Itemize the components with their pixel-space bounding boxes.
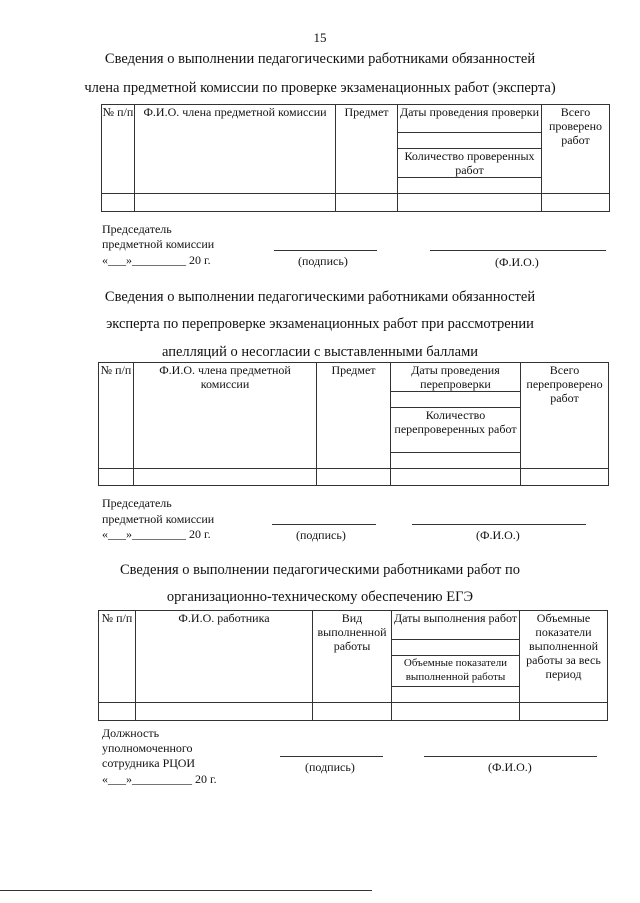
section3-signature-line (280, 756, 383, 757)
section3-sig-date: «___»__________ 20 г. (102, 772, 217, 786)
section2-sig-date: «___»_________ 20 г. (102, 527, 211, 541)
section3-sig-label2: уполномоченного (102, 741, 193, 755)
section2-data-cell (99, 469, 134, 486)
section1-data-cell (135, 194, 336, 212)
section3-data-cell (99, 703, 136, 721)
section2-title-line3: апелляций о несогласии с выставленными баллами (161, 344, 479, 360)
section3-col-name: Ф.И.О. работника (136, 611, 313, 703)
section1-sig-label2: предметной комиссии (102, 237, 215, 251)
section1-count-cells (398, 178, 542, 194)
footer-rule (0, 890, 372, 891)
section2-data-cell (134, 469, 317, 486)
section3-fio-line (424, 756, 597, 757)
section3-data-cell (313, 703, 392, 721)
section3-title-line1: Сведения о выполнении педагогическими работниками работ по (119, 562, 521, 578)
section2-table (98, 362, 609, 486)
section1-data-cells (398, 194, 542, 212)
section2-count-cells (391, 453, 521, 469)
section2-data-cells (391, 469, 521, 486)
section3-sig-label1: Должность (102, 726, 160, 740)
section2-col-dates: Даты проведения перепроверки (391, 363, 521, 392)
section1-sig-label1: Председатель (102, 222, 172, 236)
page-number: 15 (313, 30, 327, 45)
section1-data-cell (102, 194, 135, 212)
section3-data-cell (136, 703, 313, 721)
section1-fio-line (430, 250, 606, 251)
section2-col-count: Количество перепроверенных работ (391, 408, 521, 453)
section2-title-line1: Сведения о выполнении педагогическими работниками обязанностей (104, 289, 536, 305)
section2-col-no: № п/п (99, 363, 134, 469)
section1-data-cell (542, 194, 610, 212)
section3-data-cell (520, 703, 608, 721)
section1-fio-caption: (Ф.И.О.) (495, 255, 539, 269)
section1-col-count: Количество проверенных работ (398, 149, 542, 178)
section2-data-cell (521, 469, 609, 486)
section2-fio-line (412, 524, 586, 525)
section1-data-cell (336, 194, 398, 212)
section3-table (98, 610, 608, 721)
section3-col-dates: Даты выполнения работ (392, 611, 520, 640)
section2-signature-line (272, 524, 376, 525)
section2-sig-label1: Председатель (102, 496, 172, 510)
section3-col-no: № п/п (99, 611, 136, 703)
section2-col-subject: Предмет (317, 363, 391, 469)
section3-col-kind: Вид выполненной работы (313, 611, 392, 703)
section3-fio-caption: (Ф.И.О.) (488, 760, 532, 774)
section1-title-line1: Сведения о выполнении педагогическими работниками обязанностей (104, 51, 536, 67)
section2-signature-caption: (подпись) (296, 528, 346, 542)
section1-signature-line (274, 250, 377, 251)
section1-col-subject: Предмет (336, 105, 398, 194)
section3-col-total: Объемные показатели выполненной работы за весь период (520, 611, 608, 703)
section3-data-cells (392, 703, 520, 721)
section1-col-no: № п/п (102, 105, 135, 194)
section1-col-name: Ф.И.О. члена предметной комиссии (135, 105, 336, 194)
section3-volume-cells (392, 687, 520, 703)
section3-title-line2: организационно-техническому обеспечению ЕГЭ (166, 589, 474, 605)
section3-signature-caption: (подпись) (305, 760, 355, 774)
section1-sig-date: «___»_________ 20 г. (102, 253, 211, 267)
section2-col-total: Всего перепроверено работ (521, 363, 609, 469)
section2-title-line2: эксперта по перепроверке экзаменационных работ при рассмотрении (106, 316, 534, 332)
section3-dates-cells (392, 640, 520, 656)
section2-sig-label2: предметной комиссии (102, 512, 215, 526)
section2-data-cell (317, 469, 391, 486)
section1-col-total: Всего проверено работ (542, 105, 610, 194)
section2-col-name: Ф.И.О. члена предметной комиссии (134, 363, 317, 469)
section1-col-dates: Даты проведения проверки (398, 105, 542, 133)
section1-signature-caption: (подпись) (298, 254, 348, 268)
section1-title-line2: члена предметной комиссии по проверке экзаменационных работ (эксперта) (84, 80, 556, 96)
section3-sig-label3: сотрудника РЦОИ (102, 756, 196, 770)
section1-table (101, 104, 610, 212)
section1-dates-cells (398, 133, 542, 149)
section2-fio-caption: (Ф.И.О.) (476, 528, 520, 542)
section2-dates-cells (391, 392, 521, 408)
section3-col-volume: Объемные показатели выполненной работы (392, 656, 520, 687)
